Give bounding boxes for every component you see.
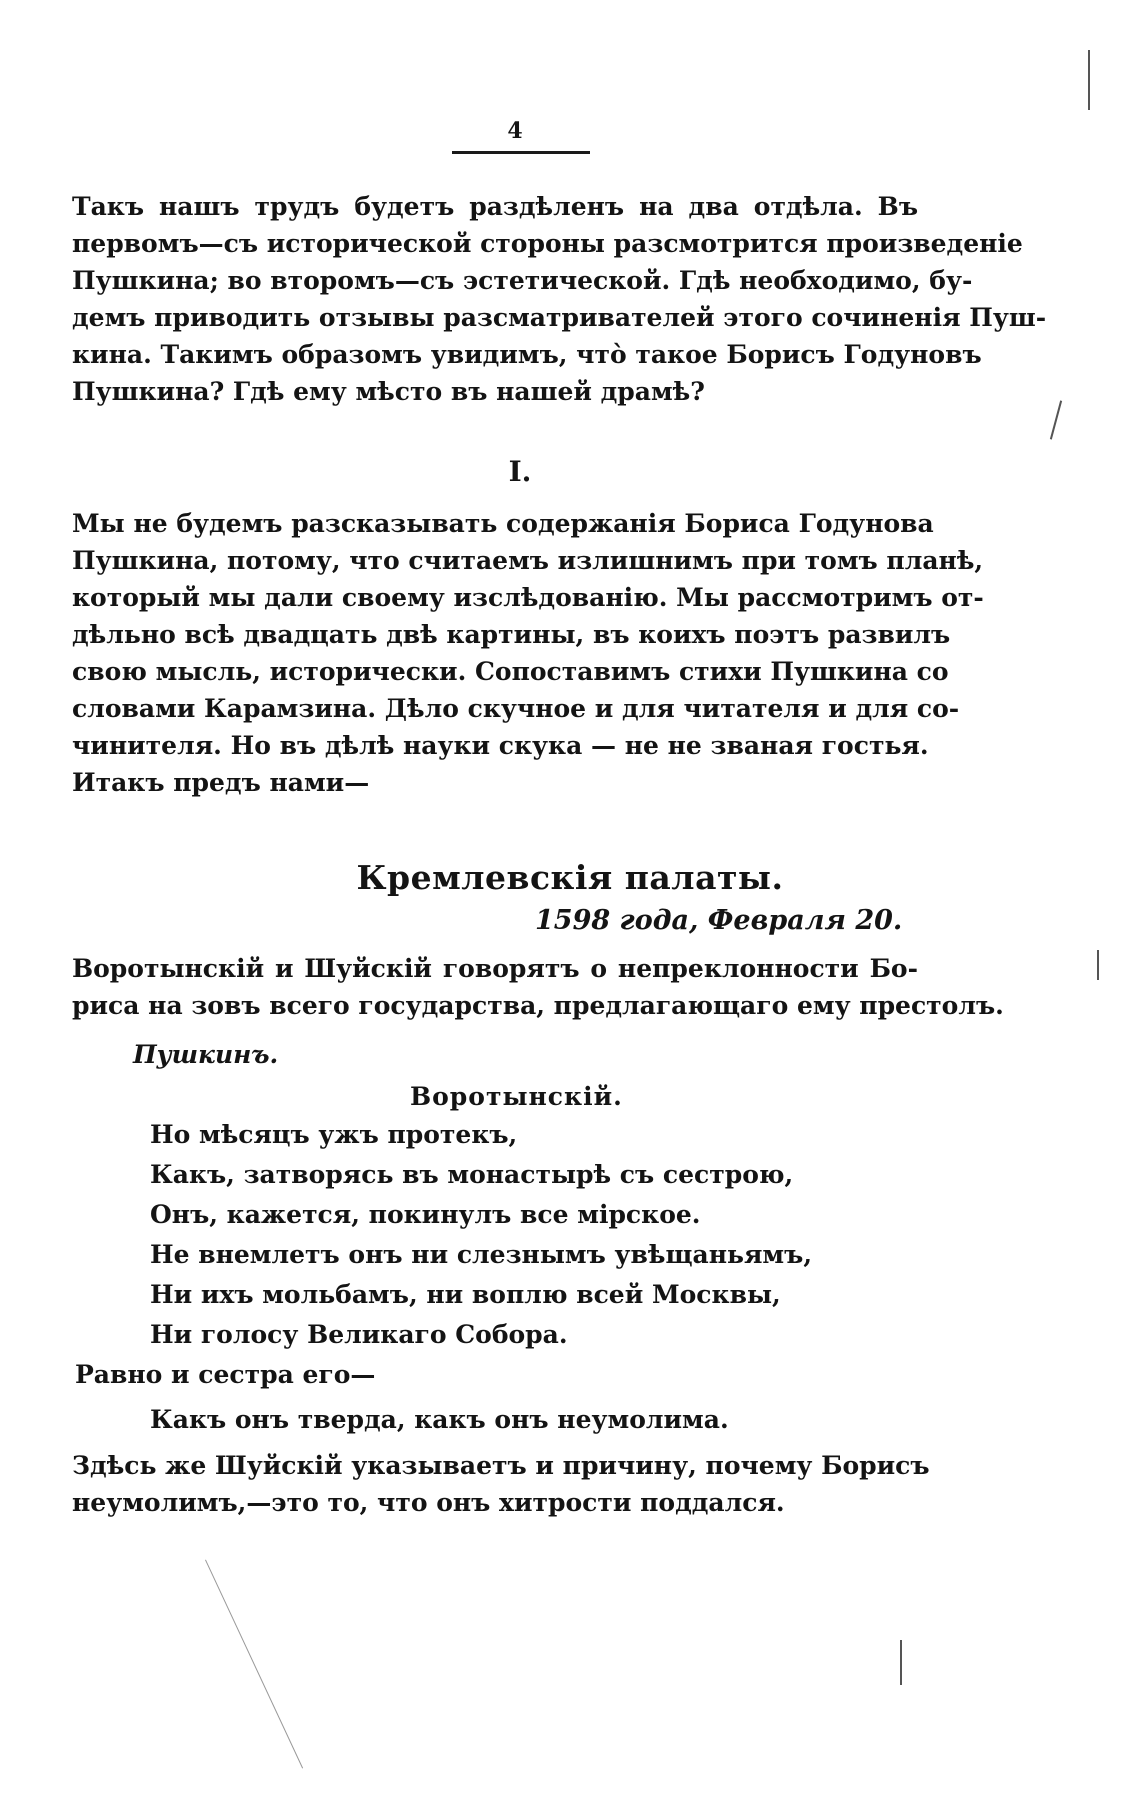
text-line: Мы не будемъ разсказывать содержанія Бориса Годунова [72,509,934,538]
scan-artifact [900,1640,902,1685]
text-line: который мы дали своему изслѣдованію. Мы рассмотримъ от- [72,583,984,612]
closing-paragraph [72,1447,930,1521]
scan-artifact [1050,400,1062,439]
scan-artifact [1088,50,1090,110]
text-line: чинителя. Но въ дѣлѣ науки скука — не не званая гостья. [72,731,929,760]
text-line: риса на зовъ всего государства, предлагающаго ему престолъ. [72,991,1004,1020]
speaker-name: Воротынскій. [410,1082,623,1111]
verse-line: Какъ онъ тверда, какъ онъ неумолима. [150,1405,729,1434]
verse-line: Какъ, затворясь въ монастырѣ съ сестрою, [150,1160,794,1189]
scene-paragraph [72,950,1004,1024]
intro-paragraph [72,188,1047,410]
verse-block-2 [150,1400,729,1440]
quote-attribution: Пушкинъ. [133,1040,279,1069]
verse-line: Но мѣсяцъ ужъ протекъ, [150,1120,518,1149]
text-line: свою мысль, исторически. Сопоставимъ стихи Пушкина со [72,657,949,686]
scan-artifact [205,1560,303,1769]
text-line: первомъ—съ исторической стороны разсмотрится произведеніе [72,229,1023,258]
scene-title: Кремлевскія палаты. [356,858,784,897]
verse-line: Ни ихъ мольбамъ, ни воплю всей Москвы, [150,1280,781,1309]
text-line: Пушкина? Гдѣ ему мѣсто въ нашей драмѣ? [72,377,705,406]
page-number-rule [452,151,590,154]
verse-line: Не внемлетъ онъ ни слезнымъ увѣщаньямъ, [150,1240,813,1269]
section-paragraph [72,505,984,801]
text-line: неумолимъ,—это то, что онъ хитрости поддался. [72,1488,785,1517]
text-line: словами Карамзина. Дѣло скучное и для читателя и для со- [72,694,960,723]
text-line: Итакъ предъ нами— [72,768,370,797]
section-number: I. [508,455,532,488]
text-line: Здѣсь же Шуйскій указываетъ и причину, почему Борисъ [72,1451,930,1480]
scan-artifact [1097,950,1099,980]
text-line: Пушкина; во второмъ—съ эстетической. Гдѣ необходимо, бу- [72,266,973,295]
text-line: Такъ нашъ трудъ будетъ раздѣленъ на два отдѣла. Въ [72,192,918,221]
verse-line: Онъ, кажется, покинулъ все мірское. [150,1200,701,1229]
text-line: Воротынскій и Шуйскій говорятъ о непреклонности Бо- [72,954,918,983]
interjection-line: Равно и сестра его— [75,1360,376,1389]
verse-block [150,1115,812,1355]
verse-line: Ни голосу Великаго Собора. [150,1320,568,1349]
text-line: Пушкина, потому, что считаемъ излишнимъ при томъ планѣ, [72,546,984,575]
page-number: 4 [507,118,523,144]
text-line: демъ приводить отзывы разсматривателей этого сочиненія Пуш- [72,303,1047,332]
text-line: дѣльно всѣ двадцать двѣ картины, въ коихъ поэтъ развилъ [72,620,951,649]
text-line: кина. Такимъ образомъ увидимъ, что̀ такое Борисъ Годуновъ [72,340,982,369]
scene-date: 1598 года, Февраля 20. [535,905,903,936]
